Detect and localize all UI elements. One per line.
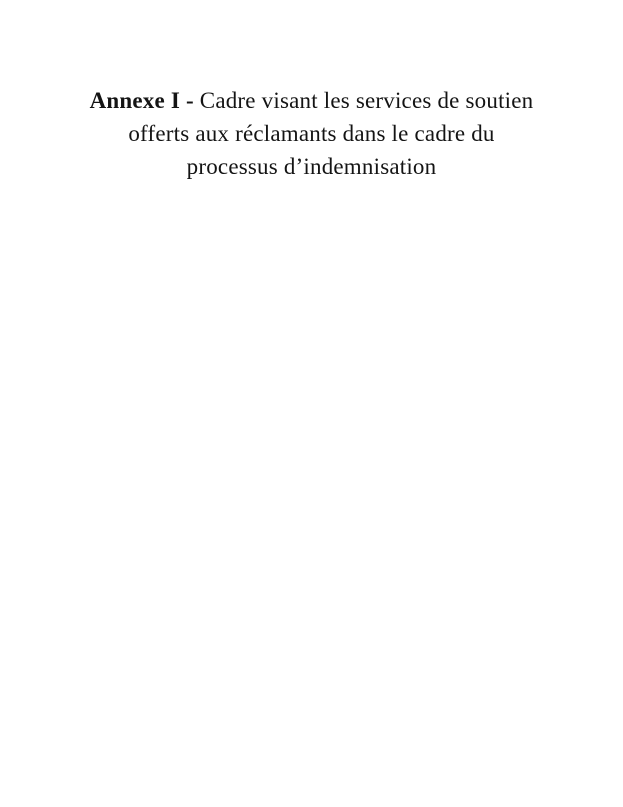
page-title — [86, 84, 538, 183]
page-title-text: Cadre visant les services de soutien offerts aux réclamants dans le cadre du processus d’indemnisation — [128, 88, 534, 179]
document-page — [0, 84, 623, 807]
page-title-bold-prefix: Annexe I - — [89, 88, 200, 113]
